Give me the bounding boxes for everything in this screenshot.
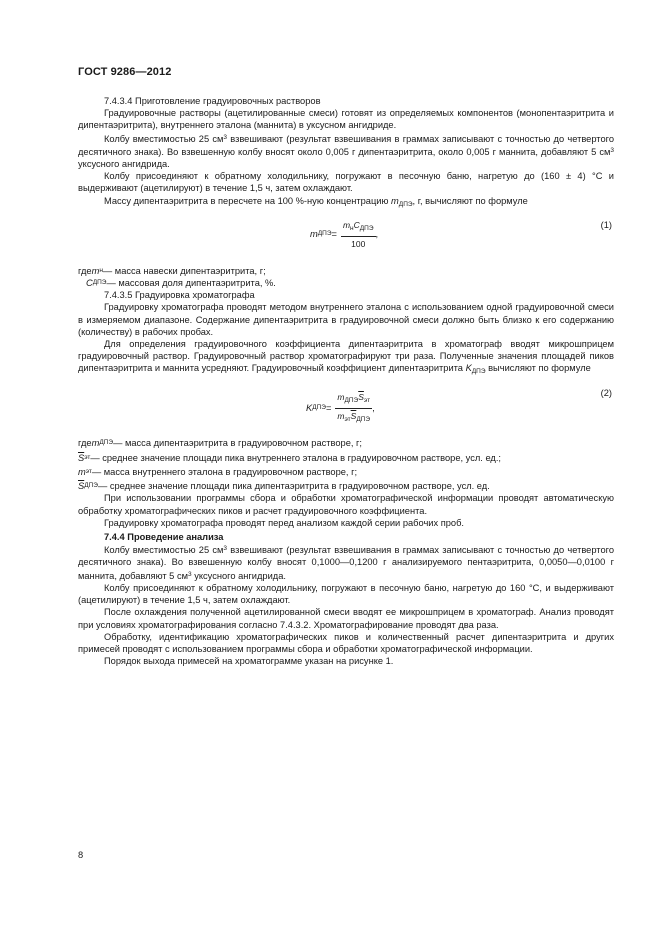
paragraph: При использовании программы сбора и обработки хроматографической информации проводят автоматическую обработку хроматографических пиков и расчет градуировочного коэффициента. [78,493,614,516]
paragraph: Массу дипентаэритрита в пересчете на 100 %-ную концентрацию $m_{ДПЭ}$, г, вычисляют по формуле [104,195,528,208]
document-body [78,95,614,667]
formula-1: m ДПЭ = $\frac{m_нC_{ДПЭ}}{100}$ , (1) [310,219,612,250]
paragraph: Порядок выхода примесей на хроматограмме указан на рисунке 1. [104,656,394,667]
paragraph: Градуировочные растворы (ацетилированные смеси) готовят из определяемых компонентов (монопентаэритрита и дипентаэритрита), внутреннего эталона (маннита) в уксусном ангидриде. [78,108,614,131]
where-item: где m н — масса навески дипентаэритрита, г; [78,265,266,276]
section-heading-7434: 7.4.3.4 Приготовление градуировочных растворов [104,96,321,106]
paragraph: Обработку, идентификацию хроматографических пиков и количественный расчет дипентаэритрита и других примесей проводят с использованием программы сбора и обработки хроматографической информации. [78,631,614,654]
where-item: где m ДПЭ — масса дипентаэритрита в градуировочном растворе, г; [78,437,363,448]
where-item: m эт — масса внутреннего эталона в градуировочном растворе, г; [78,467,358,478]
where-list-1 [78,265,614,289]
formula-number-1: (1) [600,219,612,230]
paragraph: Колбу вместимостью 25 $см^3$ взвешивают (результат взвешивания в граммах записывают с точностью до четвертого десятичного знака). Во взвешенную колбу вносят 0,1000—0,1200 г анализируемого пентаэритрита, 0,0050—0,0100 г маннита, добавляют 5 $см^3$ уксусного ангидрида. [78,545,614,581]
section-heading-744: 7.4.4 Проведение анализа [104,532,224,543]
where-list-2 [78,437,614,493]
paragraph: Градуировку хроматографа проводят перед анализом каждой серии рабочих проб. [104,517,465,528]
where-item: C ДПЭ — массовая доля дипентаэритрита, %. [86,278,276,289]
page-number: 8 [78,850,84,860]
where-item: $\overline{S}$ эт — среднее значение площади пика внутреннего эталона в градуировочном растворе, усл. ед.; [78,452,502,463]
formula-2: K ДПЭ = $\frac{m_{ДПЭ}\overline{S}_{эт}}{m_{эт}\overline{S}_{ДПЭ}}$ , (2) [306,387,612,423]
paragraph: Колбу вместимостью 25 $см^3$ взвешивают (результат взвешивания в граммах записывают с точностью до четвертого десятичного знака). Во взвешенную колбу вносят около 0,005 г дипентаэритрита, около 0,005 г маннита, добавляют 5 $см^3$ уксусного ангидрида. [78,133,614,170]
document-header: ГОСТ 9286—2012 [78,66,172,78]
paragraph: Колбу присоединяют к обратному холодильнику, погружают в песочную баню, нагретую до (160 ± 4) °С и выдерживают (ацетилируют) в течение 1,5 ч, затем охлаждают. [78,171,614,194]
where-item: $\overline{S}$ ДПЭ — среднее значение площади пика дипентаэритрита в градуировочном растворе, усл. ед. [78,481,490,492]
section-heading-7435: 7.4.3.5 Градуировка хроматографа [104,290,255,301]
paragraph: Для определения градуировочного коэффициента дипентаэритрита в хроматограф вводят микрошприцем градуировочный раствор. Градуировочный раствор хроматографируют три раза. Полученные значения площадей пиков дипентаэритрита и маннита усредняют. Градуировочный коэффициент дипентаэритрита $K_{ДПЭ}$ вычисляют по формуле [78,339,614,376]
formula-number-2: (2) [600,387,612,398]
paragraph: Градуировку хроматографа проводят методом внутреннего эталона с использованием одной градуировочной смеси в измеряемом диапазоне. Содержание дипентаэритрита в градуировочной смеси должно быть близко к его содержанию (количеству) в рабочих пробах. [78,302,614,337]
paragraph: После охлаждения полученной ацетилированной смеси вводят ее микрошприцем в хроматограф. Анализ проводят при условиях хроматографирования согласно 7.4.3.2. Хроматографирование проводят два раза. [78,607,614,630]
paragraph: Колбу присоединяют к обратному холодильнику, погружают в песочную баню, нагретую до 160 °С, и выдерживают (ацетилируют) в течение 1,5 ч, затем охлаждают. [78,582,614,606]
